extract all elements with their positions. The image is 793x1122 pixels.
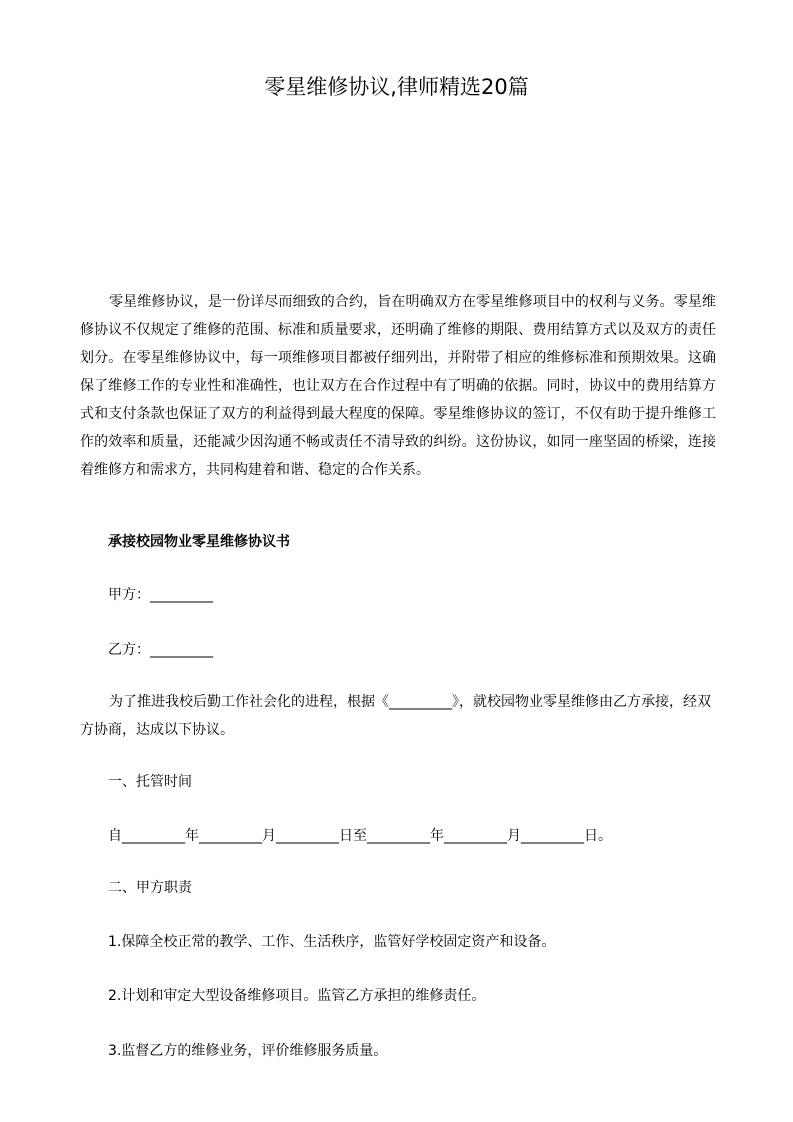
- section2-item-2: 2.计划和审定大型设备维修项目。监管乙方承担的维修责任。: [108, 988, 486, 1004]
- section1-period: 自_________年_________月_________日至_________年_________月_________日。: [108, 828, 612, 844]
- section2-heading: 二、甲方职责: [108, 880, 192, 896]
- preamble-paragraph: 为了推进我校后勤工作社会化的进程，根据《_________》，就校园物业零星维修由乙方承接，经双方协商，达成以下协议。: [80, 694, 711, 738]
- agreement-title: 承接校园物业零星维修协议书: [108, 534, 290, 550]
- section2-item-1: 1.保障全校正常的教学、工作、生活秩序，监管好学校固定资产和设备。: [108, 934, 556, 950]
- intro-paragraph: 零星维修协议，是一份详尽而细致的合约，旨在明确双方在零星维修项目中的权利与义务。零星维修协议不仅规定了维修的范围、标准和质量要求，还明确了维修的期限、费用结算方式以及双方的责任划分。在零星维修协议中，每一项维修项目都被仔细列出，并附带了相应的维修标准和预期效果。这确保了维修工作的专业性和准确性，也让双方在合作过程中有了明确的依据。同时，协议中的费用结算方式和支付条款也保证了双方的利益得到最大程度的保障。零星维修协议的签订，不仅有助于提升维修工作的效率和质量，还能减少因沟通不畅或责任不清导致的纠纷。这份协议，如同一座坚固的桥梁，连接着维修方和需求方，共同构建着和谐、稳定的合作关系。: [80, 294, 716, 478]
- party-a-line: 甲方：_________: [108, 587, 213, 603]
- section1-heading: 一、托管时间: [108, 774, 192, 790]
- party-b-line: 乙方：_________: [108, 642, 213, 658]
- document-title: 零星维修协议,律师精选20篇: [264, 75, 529, 99]
- section2-item-3: 3.监督乙方的维修业务，评价维修服务质量。: [108, 1043, 388, 1059]
